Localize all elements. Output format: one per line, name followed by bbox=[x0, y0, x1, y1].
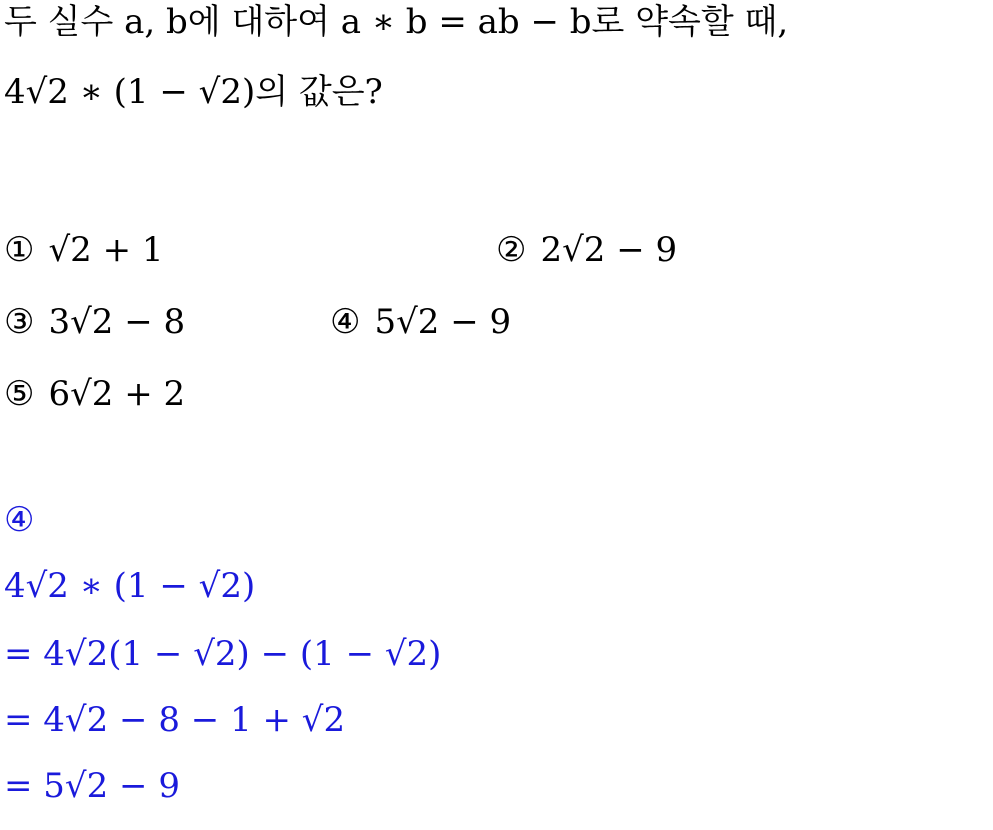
choice-number: ① bbox=[4, 230, 35, 270]
choice-2[interactable] bbox=[496, 230, 677, 270]
choice-number: ② bbox=[496, 230, 527, 270]
choice-expression: 5√2 − 9 bbox=[374, 302, 512, 342]
choice-4[interactable] bbox=[330, 302, 511, 342]
question-line-1: 두 실수 a, b에 대하여 a ∗ b = ab − b로 약속할 때, bbox=[4, 2, 789, 42]
choice-expression: 3√2 − 8 bbox=[48, 302, 186, 342]
answer-step-4: = 5√2 − 9 bbox=[4, 766, 180, 806]
choice-number: ⑤ bbox=[4, 374, 35, 414]
choice-expression: 6√2 + 2 bbox=[48, 374, 186, 414]
choice-3[interactable] bbox=[4, 302, 185, 342]
choice-1[interactable] bbox=[4, 230, 164, 270]
answer-choice: ④ bbox=[4, 500, 35, 540]
question-line-2: 4√2 ∗ (1 − √2)의 값은? bbox=[4, 72, 383, 112]
choice-number: ④ bbox=[330, 302, 361, 342]
choice-expression: √2 + 1 bbox=[48, 230, 164, 270]
answer-step-1: 4√2 ∗ (1 − √2) bbox=[4, 566, 256, 606]
choice-5[interactable] bbox=[4, 374, 185, 414]
choice-number: ③ bbox=[4, 302, 35, 342]
answer-step-2: = 4√2(1 − √2) − (1 − √2) bbox=[4, 634, 442, 674]
answer-step-3: = 4√2 − 8 − 1 + √2 bbox=[4, 700, 346, 740]
choice-expression: 2√2 − 9 bbox=[540, 230, 678, 270]
